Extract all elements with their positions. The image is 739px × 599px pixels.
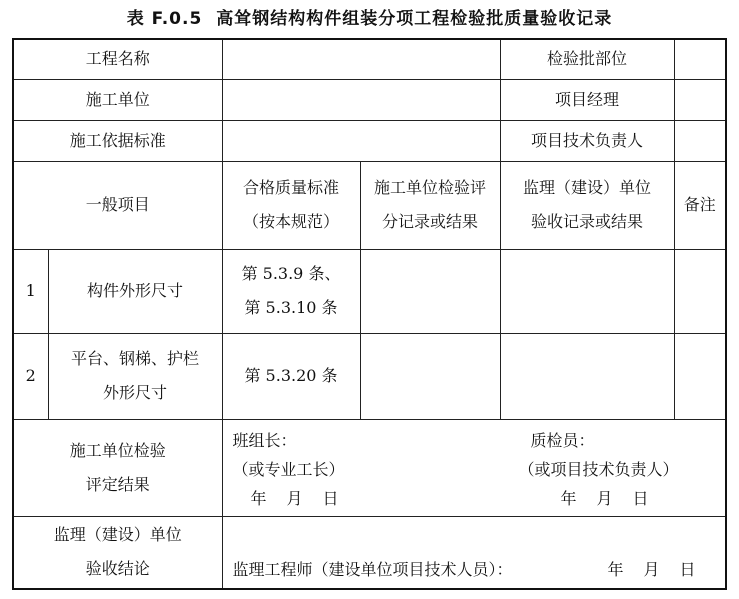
label-project-name: 工程名称	[13, 39, 222, 79]
supervisor-date: 年 月 日	[607, 559, 698, 579]
date-left: 年 月 日	[250, 488, 341, 508]
table-code: 表 F.0.5	[126, 9, 203, 29]
item-supervisor-result[interactable]	[500, 333, 674, 419]
value-project-name[interactable]	[222, 39, 500, 79]
table-row	[13, 333, 726, 419]
value-technical-lead[interactable]	[674, 120, 726, 161]
row-construction-unit	[13, 79, 726, 120]
item-standard	[222, 249, 360, 333]
row-standard-basis	[13, 120, 726, 161]
value-standard-basis[interactable]	[222, 120, 500, 161]
row-column-headers	[13, 161, 726, 249]
value-project-manager[interactable]	[674, 79, 726, 120]
header-supervisor-eval	[500, 161, 674, 249]
inspector-alt-label: （或项目技术负责人）	[518, 459, 679, 479]
item-contractor-result[interactable]	[360, 249, 500, 333]
label-supervisor-conclusion	[13, 516, 222, 589]
item-standard: 第 5.3.20 条	[222, 333, 360, 419]
header-quality-standard-line2: （按本规范）	[243, 212, 340, 231]
item-remarks[interactable]	[674, 333, 726, 419]
label-contractor-result-line2: 评定结果	[85, 474, 150, 494]
item-name	[48, 333, 222, 419]
page-title	[0, 4, 739, 29]
item-supervisor-result[interactable]	[500, 249, 674, 333]
inspector-label: 质检员：	[530, 430, 595, 450]
label-contractor-result	[13, 419, 222, 516]
label-technical-lead: 项目技术负责人	[500, 120, 674, 161]
value-construction-unit[interactable]	[222, 79, 500, 120]
contractor-signature-area[interactable]	[222, 419, 726, 516]
item-name-line1: 平台、钢梯、护栏	[71, 349, 200, 368]
label-contractor-result-line1: 施工单位检验	[69, 440, 166, 460]
supervisor-signature-area[interactable]	[222, 516, 726, 589]
record-table	[12, 38, 727, 590]
item-number: 1	[13, 249, 48, 333]
header-quality-standard-line1: 合格质量标准	[243, 178, 340, 197]
item-remarks[interactable]	[674, 249, 726, 333]
header-quality-standard	[222, 161, 360, 249]
label-inspection-part: 检验批部位	[500, 39, 674, 79]
header-supervisor-eval-line2: 验收记录或结果	[531, 212, 644, 231]
item-number: 2	[13, 333, 48, 419]
date-right: 年 月 日	[560, 488, 651, 508]
row-contractor-result	[13, 419, 726, 516]
label-construction-unit: 施工单位	[13, 79, 222, 120]
header-remarks: 备注	[674, 161, 726, 249]
team-leader-label: 班组长：	[232, 430, 297, 450]
table-row	[13, 249, 726, 333]
item-name-line2: 外形尺寸	[103, 383, 168, 402]
label-project-manager: 项目经理	[500, 79, 674, 120]
supervisor-signer-label: 监理工程师（建设单位项目技术人员）：	[232, 559, 513, 579]
header-contractor-eval-line2: 分记录或结果	[382, 212, 479, 231]
item-name: 构件外形尺寸	[48, 249, 222, 333]
header-supervisor-eval-line1: 监理（建设）单位	[523, 178, 652, 197]
table-title: 高耸钢结构构件组装分项工程检验批质量验收记录	[216, 9, 613, 29]
team-leader-alt-label: （或专业工长）	[232, 459, 345, 479]
row-supervisor-conclusion	[13, 516, 726, 589]
label-standard-basis: 施工依据标准	[13, 120, 222, 161]
row-project-name	[13, 39, 726, 79]
header-contractor-eval-line1: 施工单位检验评	[374, 178, 487, 197]
item-standard-line1: 第 5.3.9 条、	[241, 264, 341, 283]
item-standard-line2: 第 5.3.10 条	[244, 298, 338, 317]
value-inspection-part[interactable]	[674, 39, 726, 79]
label-supervisor-conclusion-line1: 监理（建设）单位	[53, 525, 182, 545]
inspection-record-form	[12, 38, 725, 588]
header-contractor-eval	[360, 161, 500, 249]
label-supervisor-conclusion-line2: 验收结论	[85, 559, 150, 579]
item-contractor-result[interactable]	[360, 333, 500, 419]
header-general-items: 一般项目	[13, 161, 222, 249]
